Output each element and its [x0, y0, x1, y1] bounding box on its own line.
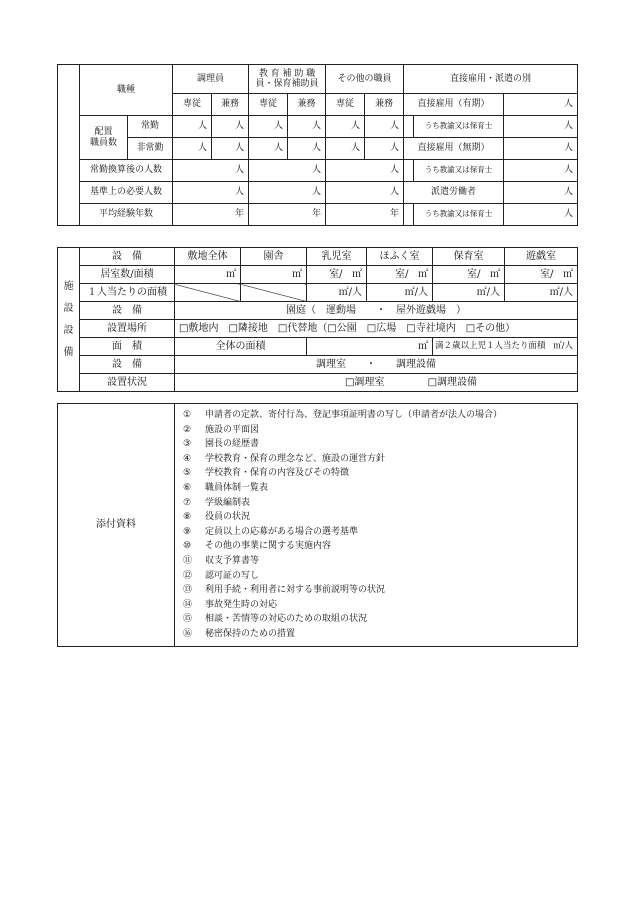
teacher-incl-label-1: うち教諭又は保育士	[414, 116, 504, 138]
per-capita-label: １人当たりの面積	[80, 284, 175, 302]
attachment-text: 園長の経歴書	[205, 439, 260, 450]
attachment-number: ⑤	[183, 468, 192, 479]
col-play: 遊戯室	[505, 248, 578, 266]
required-label: 基準上の必要人数	[80, 182, 173, 204]
dispatch-label: 派遣労働者	[404, 182, 504, 204]
attachment-number: ⑦	[183, 497, 192, 508]
status-options	[175, 374, 578, 392]
attachment-item	[183, 598, 575, 613]
attachment-text: 学級編制表	[205, 497, 251, 508]
attachment-text: 定員以上の応募がある場合の選考基準	[205, 526, 359, 537]
attachment-item	[183, 569, 575, 584]
attachment-text: 認可証の写し	[205, 570, 260, 581]
attachment-text: 収支予算書等	[205, 555, 260, 566]
attachment-item	[183, 437, 575, 452]
status-opt-kitchen: □調理室	[344, 376, 385, 388]
area-label: 面 積	[80, 338, 175, 356]
col-crawl: ほふく室	[367, 248, 433, 266]
attachment-text: 役員の状況	[205, 512, 251, 523]
staff-table: 職種 調理員 教 育 補 助 職 員・保育補助員 その他の職員 直接雇用・派遣の別 専従 兼務 専従 兼務 専従 兼務 直接雇用（有期） 人 配置 職員数 常勤 人 人 人 人 人 人 うち教諭又は保育士 人 非常勤 人 人 人 人 人 人 直接雇用（無期） 人 常勤換算後の人数 人 人 人 うち教諭又は保育士 人 基準上の必要人数 人 人 人 派遣労働者 人 平均経験年数 年 年 年 うち教諭又は保育士 人	[57, 64, 578, 226]
attachment-number: ⑯	[183, 628, 193, 639]
attachments-table	[57, 403, 578, 647]
attachment-item	[183, 525, 575, 540]
attachment-number: ③	[183, 439, 192, 450]
attachment-item	[183, 554, 575, 569]
teacher-incl-label-3: うち教諭又は保育士	[414, 204, 504, 226]
col-building: 園舎	[241, 248, 307, 266]
attachment-text: 学校教育・保育の内容及びその特徴	[205, 468, 350, 479]
edu-assist-header	[249, 65, 326, 94]
attachment-item	[183, 481, 575, 496]
attachment-text: その他の事業に関する実施内容	[205, 541, 332, 552]
edu-assist-line1: 教 育 補 助 職	[258, 68, 316, 79]
attachment-text: 申請者の定款、寄付行為、登記事項証明書の写し（申請者が法人の場合）	[205, 410, 503, 420]
job-type-header: 職種	[80, 65, 173, 116]
attachment-item	[183, 423, 575, 438]
attachment-item	[183, 627, 575, 642]
attachments-list	[177, 404, 575, 646]
attachment-item	[183, 466, 575, 481]
attachment-number: ⑭	[183, 599, 193, 610]
other-fulltime: 専従	[326, 94, 365, 116]
attachment-number: ⑨	[183, 526, 192, 537]
diag-cell-1	[175, 284, 241, 302]
attachment-text: 事故発生時の対応	[205, 599, 278, 610]
garden-label: 設 備	[80, 302, 175, 320]
other-staff-header: その他の職員	[326, 65, 404, 94]
attachment-text: 秘密保持のための措置	[205, 628, 296, 639]
direct-fixed-value: 人	[504, 94, 578, 116]
direct-indef-label: 直接雇用（無期）	[404, 138, 504, 160]
col-nursery: 保育室	[433, 248, 505, 266]
kitchen-text: 調理室 ・ 調理設備	[175, 356, 578, 374]
attachment-number: ⑮	[183, 614, 193, 625]
other-parttime: 兼務	[365, 94, 404, 116]
col-site: 敷地全体	[175, 248, 241, 266]
nonregular-label: 非常勤	[128, 138, 173, 160]
attachment-item	[183, 496, 575, 511]
attachment-text: 利用手続・利用者に対する事前説明等の状況	[205, 585, 386, 596]
col-infant: 乳児室	[307, 248, 367, 266]
attachment-number: ⑬	[183, 585, 193, 596]
status-opt-equipment: □調理設備	[427, 376, 478, 388]
employment-header: 直接雇用・派遣の別	[404, 65, 578, 94]
attachment-item	[183, 612, 575, 627]
diag-cell-2	[241, 284, 307, 302]
attachment-number: ⑫	[183, 570, 193, 581]
cook-fulltime: 専従	[173, 94, 212, 116]
attachment-item	[183, 539, 575, 554]
attachment-number: ④	[183, 453, 192, 464]
attachment-item	[183, 408, 575, 423]
edu-assist-line2: 員・保育補助員	[255, 79, 319, 89]
edu-fulltime: 専従	[249, 94, 288, 116]
kitchen-label: 設 備	[80, 356, 175, 374]
staff-section-label	[58, 65, 80, 226]
cook-header: 調理員	[173, 65, 249, 94]
attachment-text: 職員体制一覧表	[205, 482, 269, 493]
equipment-label: 設 備	[80, 248, 175, 266]
edu-parttime: 兼務	[288, 94, 326, 116]
teacher-incl-label-2: うち教諭又は保育士	[414, 160, 504, 182]
attachment-number: ①	[183, 410, 192, 420]
attachment-item	[183, 452, 575, 467]
facility-table: 施設設備 設 備 敷地全体 園舎 乳児室 ほふく室 保育室 遊戯室 居室数/面積 ㎡ ㎡ 室/ ㎡ 室/ ㎡ 室/ ㎡ 室/ ㎡ １人当たりの面積 ㎡/人 ㎡/人 ㎡/人 ㎡/人 設 備 園庭（ 運動場 ・ 屋外遊戯場 ） 設置場所 □敷地内 □隣接地 □代替地（□公園 □広場 □寺社境内 □その他） 面 積 全体の面積 ㎡ 満２歳以上児１人当たり面積 ㎡/人 設 備 調理室 ・ 調理設備 設置状況 □調理室 □調理設備	[57, 247, 578, 392]
placement-label: 配置 職員数	[80, 116, 128, 160]
rooms-area-label: 居室数/面積	[80, 266, 175, 284]
cook-parttime: 兼務	[212, 94, 249, 116]
attachment-number: ②	[183, 424, 192, 435]
experience-label: 平均経験年数	[80, 204, 173, 226]
fte-label: 常勤換算後の人数	[80, 160, 173, 182]
attachment-text: 相談・苦情等の対応のための取組の状況	[205, 614, 368, 625]
attachment-text: 施設の平面図	[205, 424, 260, 435]
attachment-number: ⑥	[183, 482, 192, 493]
direct-fixed-label: 直接雇用（有期）	[404, 94, 504, 116]
attachment-item	[183, 510, 575, 525]
facility-section-label: 施設設備	[58, 248, 80, 392]
attachment-number: ⑧	[183, 512, 192, 523]
attachments-label: 添付資料	[58, 404, 175, 647]
attachment-number: ⑩	[183, 541, 192, 552]
location-options: □敷地内 □隣接地 □代替地（□公園 □広場 □寺社境内 □その他）	[175, 320, 578, 338]
total-area-label: 全体の面積	[175, 338, 307, 356]
attachment-number: ⑪	[183, 555, 193, 566]
attachment-item	[183, 583, 575, 598]
over2-area: 満２歳以上児１人当たり面積 ㎡/人	[433, 338, 578, 356]
garden-text: 園庭（ 運動場 ・ 屋外遊戯場 ）	[175, 302, 578, 320]
status-label: 設置状況	[80, 374, 175, 392]
location-label: 設置場所	[80, 320, 175, 338]
attachment-text: 学校教育・保育の理念など、施設の運営方針	[205, 453, 386, 464]
regular-label: 常勤	[128, 116, 173, 138]
